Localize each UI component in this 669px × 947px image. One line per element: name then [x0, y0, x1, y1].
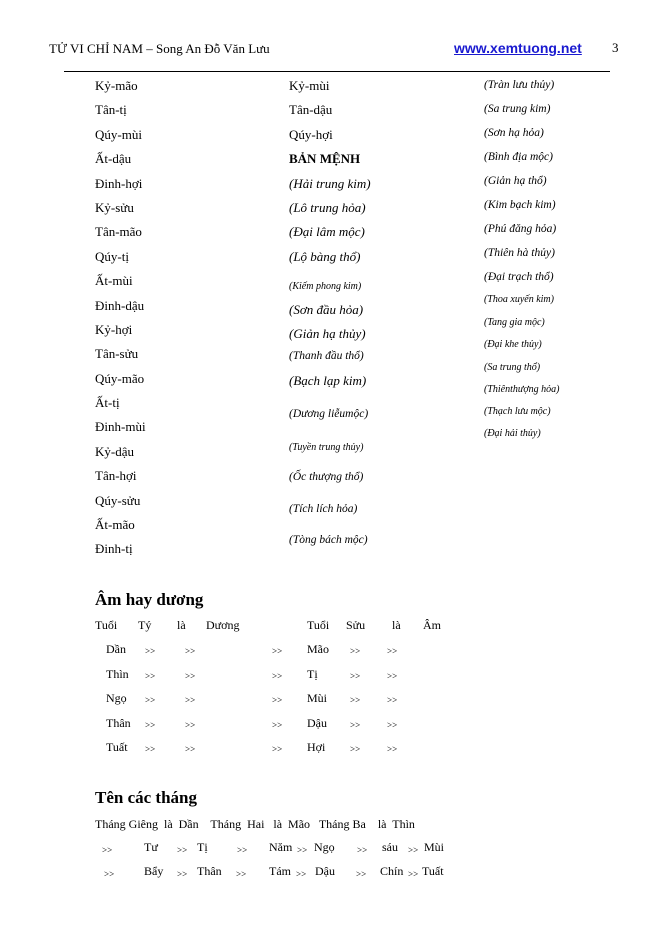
arrow-mark: >> — [297, 845, 308, 855]
list-item: (Dương liễumộc) — [289, 408, 369, 420]
header-divider — [64, 71, 610, 72]
table-cell: Thìn — [106, 667, 129, 681]
arrow-mark: >> — [177, 869, 188, 879]
list-item: (Đại hải thủy) — [484, 428, 541, 439]
table-cell: Mão — [307, 642, 329, 656]
header-title: TỬ VI CHỈ NAM – Song An Đỗ Văn Lưu — [49, 41, 270, 56]
arrow-mark: >> — [185, 744, 196, 754]
arrow-mark: >> — [387, 720, 398, 730]
list-item: (Kiếm phong kim) — [289, 281, 362, 292]
table-header-left-3: là — [177, 618, 186, 632]
arrow-mark: >> — [272, 695, 283, 705]
list-item: Tân-sửu — [95, 346, 139, 361]
arrow-mark: >> — [350, 695, 361, 705]
list-item: Kỷ-sửu — [95, 200, 134, 215]
list-item: Ất-mùi — [95, 273, 133, 288]
table-cell: Bẩy — [144, 864, 164, 878]
list-item: Qúy-tị — [95, 249, 129, 264]
table-cell: Ngọ — [314, 840, 335, 854]
table-cell: Năm — [269, 840, 293, 854]
table-header-left-1: Tuổi — [95, 618, 118, 632]
list-item: (Sơn đầu hỏa) — [289, 302, 364, 317]
table-cell: Tị — [307, 667, 318, 681]
list-item: (Tuyền trung thủy) — [289, 442, 364, 453]
list-item: Tân-hợi — [95, 468, 137, 483]
table-cell: Tám — [269, 864, 291, 878]
arrow-mark: >> — [408, 845, 419, 855]
table-cell: Tị — [197, 840, 208, 854]
list-item: Qúy-mùi — [95, 127, 142, 142]
list-item: Qúy-hợi — [289, 127, 333, 142]
arrow-mark: >> — [296, 869, 307, 879]
list-item: Tân-dậu — [289, 102, 333, 117]
list-item: (Giản hạ thổ) — [484, 175, 547, 187]
arrow-mark: >> — [272, 720, 283, 730]
table-header-right-2: Sửu — [346, 618, 366, 632]
table-header-right-4: Âm — [423, 618, 441, 632]
list-item: Đinh-hợi — [95, 176, 143, 191]
list-item: Kỷ-dậu — [95, 444, 134, 459]
list-item: Kỷ-mão — [95, 78, 138, 93]
list-item: (Thiên hà thủy) — [484, 247, 555, 259]
table-cell: sáu — [382, 840, 398, 854]
arrow-mark: >> — [177, 845, 188, 855]
list-item: (Thiênthượng hỏa) — [484, 384, 560, 395]
list-item: (Sa trung thổ) — [484, 362, 541, 373]
list-item: (Giản hạ thủy) — [289, 326, 366, 341]
table-header-right-3: là — [392, 618, 401, 632]
arrow-mark: >> — [236, 869, 247, 879]
list-item: (Bình địa mộc) — [484, 151, 553, 163]
list-item: (Thạch lưu mộc) — [484, 406, 551, 417]
list-item: Ất-mão — [95, 517, 135, 532]
arrow-mark: >> — [237, 845, 248, 855]
list-item: (Tòng bách mộc) — [289, 534, 368, 546]
list-item: (Ốc thượng thổ) — [289, 471, 364, 483]
arrow-mark: >> — [272, 646, 283, 656]
table-cell: Mùi — [424, 840, 445, 854]
arrow-mark: >> — [145, 720, 156, 730]
list-item: Đinh-dậu — [95, 298, 145, 313]
list-item: (Lô trung hỏa) — [289, 200, 366, 215]
list-item: (Sa trung kim) — [484, 103, 551, 115]
table-cell: Mùi — [307, 691, 328, 705]
arrow-mark: >> — [185, 646, 196, 656]
list-item: Đinh-tị — [95, 541, 133, 556]
list-item: (Thoa xuyến kim) — [484, 294, 554, 305]
table-cell: Dậu — [315, 864, 335, 878]
table-cell: Thân — [197, 864, 222, 878]
list-item: (Đại khe thủy) — [484, 339, 542, 350]
list-item: Ất-tị — [95, 395, 120, 410]
table-cell: Tuất — [422, 864, 444, 878]
month-line-1: Tháng Giêng là Dần Tháng Hai là Mão Tháng Ba là Thìn — [95, 817, 415, 831]
arrow-mark: >> — [145, 646, 156, 656]
section-heading-ten-thang: Tên các tháng — [95, 788, 197, 807]
arrow-mark: >> — [387, 695, 398, 705]
arrow-mark: >> — [350, 720, 361, 730]
arrow-mark: >> — [185, 695, 196, 705]
arrow-mark: >> — [357, 845, 368, 855]
table-cell: Thân — [106, 716, 131, 730]
list-item: (Tích lích hỏa) — [289, 503, 358, 515]
table-header-left-4: Dương — [206, 618, 240, 632]
list-item: (Đại trạch thổ) — [484, 271, 554, 283]
table-header-left-2: Tý — [138, 618, 152, 632]
list-item: (Phú đăng hỏa) — [484, 223, 557, 235]
arrow-mark: >> — [185, 720, 196, 730]
arrow-mark: >> — [350, 671, 361, 681]
table-cell: Dần — [106, 642, 126, 656]
arrow-mark: >> — [185, 671, 196, 681]
arrow-mark: >> — [387, 744, 398, 754]
arrow-mark: >> — [350, 744, 361, 754]
table-header-right-1: Tuổi — [307, 618, 330, 632]
arrow-mark: >> — [350, 646, 361, 656]
list-item: (Thanh đầu thổ) — [289, 350, 364, 362]
arrow-mark: >> — [408, 869, 419, 879]
table-cell: Tư — [144, 840, 158, 854]
arrow-mark: >> — [272, 744, 283, 754]
arrow-mark: >> — [104, 869, 115, 879]
arrow-mark: >> — [145, 671, 156, 681]
arrow-mark: >> — [102, 845, 113, 855]
arrow-mark: >> — [145, 744, 156, 754]
list-item: (Hải trung kim) — [289, 176, 371, 191]
arrow-mark: >> — [387, 646, 398, 656]
table-cell: Ngọ — [106, 691, 127, 705]
section-label: BẢN MỆNH — [289, 151, 361, 166]
table-cell: Tuất — [106, 740, 128, 754]
list-item: (Tang gia mộc) — [484, 317, 545, 328]
list-item: (Bạch lạp kim) — [289, 373, 367, 388]
list-item: Qúy-sửu — [95, 493, 141, 508]
page-number: 3 — [612, 40, 619, 55]
list-item: (Lộ bàng thổ) — [289, 249, 361, 264]
list-item: Ất-dậu — [95, 151, 132, 166]
table-cell: Dậu — [307, 716, 327, 730]
section-heading-am-duong: Âm hay dương — [95, 590, 204, 609]
arrow-mark: >> — [356, 869, 367, 879]
arrow-mark: >> — [145, 695, 156, 705]
list-item: Tân-tị — [95, 102, 127, 117]
arrow-mark: >> — [272, 671, 283, 681]
list-item: Kỷ-hợi — [95, 322, 133, 337]
list-item: Tân-mão — [95, 224, 142, 239]
table-cell: Chín — [380, 864, 404, 878]
list-item: (Sơn hạ hỏa) — [484, 127, 544, 139]
list-item: (Tràn lưu thủy) — [484, 79, 555, 91]
list-item: (Kim bạch kim) — [484, 199, 556, 211]
list-item: Kỷ-mùi — [289, 78, 330, 93]
arrow-mark: >> — [387, 671, 398, 681]
list-item: (Đại lâm mộc) — [289, 224, 365, 239]
table-cell: Hợi — [307, 740, 326, 754]
list-item: Qúy-mão — [95, 371, 145, 386]
list-item: Đinh-mùi — [95, 419, 146, 434]
header-link[interactable]: www.xemtuong.net — [454, 40, 582, 56]
